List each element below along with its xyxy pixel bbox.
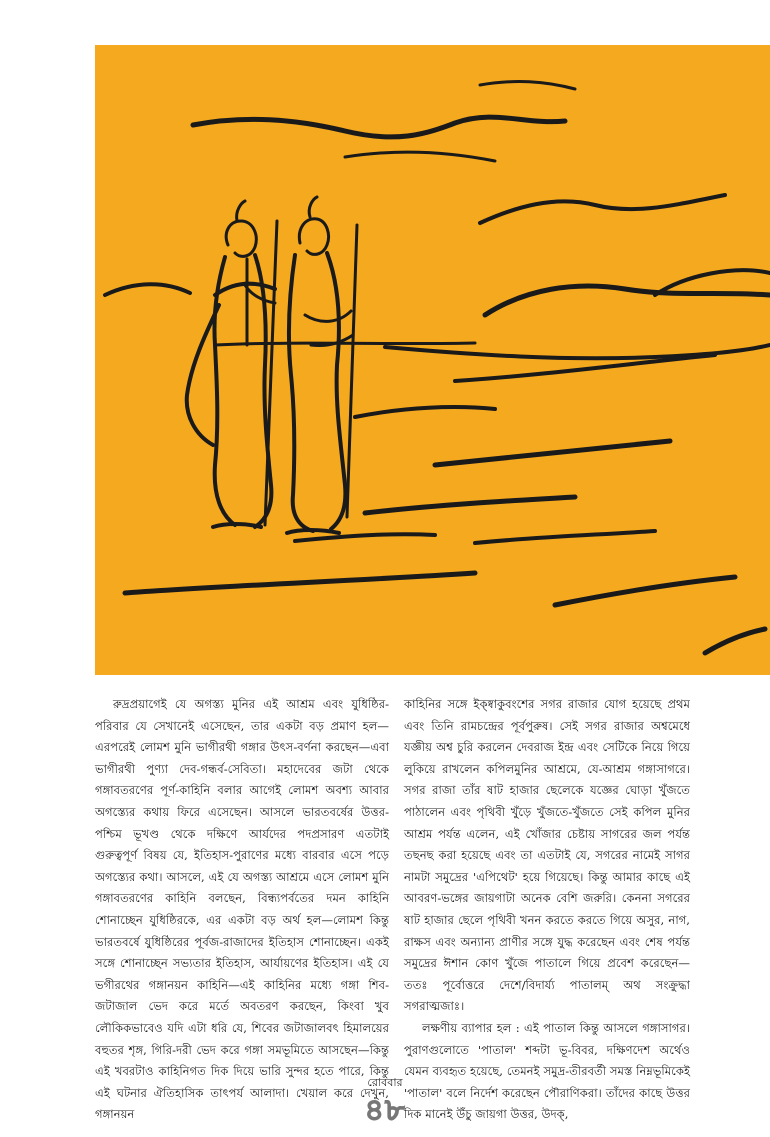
article-left-column	[95, 694, 389, 1126]
article-paragraph: রুদ্রপ্রয়াগেই যে অগস্ত্য মুনির এই আশ্রম এবং যুধিষ্ঠির-পরিবার যে সেখানেই এসেছেন, তার একটা বড় প্রমাণ হল—এরপরেই লোমশ মুনি ভাগীরথী গঙ্গার উৎস-বর্ণনা করছেন—এবা ভাগীরথী পুণ্যা দেব-গন্ধর্ব-সেবিতা। মহাদেবের জটা থেকে গঙ্গাবতরণের পূর্ণ-কাহিনি বলার আগেই লোমশ অবশ্য আবার অগস্ত্যের কথায় ফিরে এসেছেন। আসলে ভারতবর্ষের উত্তর-পশ্চিম ভূখণ্ড থেকে দক্ষিণে আর্যদের পদপ্রসারণ এতটাই গুরুত্বপূর্ণ বিষয় যে, ইতিহাস-পুরাণের মধ্যে বারবার এসে পড়ে অগস্ত্যের কথা। আসলে, এই যে অগস্ত্য আশ্রমে এসে লোমশ মুনি গঙ্গাবতরণের কাহিনি বলছেন, বিন্ধ্যপর্বতের দমন কাহিনি শোনাচ্ছেন যুধিষ্ঠিরকে, এর একটা বড় অর্থ হল—লোমশ কিন্তু ভারতবর্ষে যুধিষ্ঠিরের পূর্বজ-রাজাদের ইতিহাস শোনাচ্ছেন। একই সঙ্গে শোনাচ্ছেন সভ্যতার ইতিহাস, আর্যায়ণের ইতিহাস। এই যে ভগীরথের গঙ্গানয়ন কাহিনি—এই কাহিনির মধ্যে গঙ্গা শিব-জটাজাল ভেদ করে মর্তে অবতরণ করছেন, কিংবা খুব লৌকিকভাবেও যদি এটা ধরি যে, শিবের জটাজালবৎ হিমালয়ের বহুতর শৃঙ্গ, গিরি-দরী ভেদ করে গঙ্গা সমভূমিতে আসছেন—কিন্তু এই খবরটাও কাহিনিগত দিক দিয়ে ভারি সুন্দর হতে পারে, কিন্তু এই ঘটনার ঐতিহাসিক তাৎপর্য আলাদা। খেয়াল করে দেখুন, গঙ্গানয়ন	[95, 697, 389, 1122]
article-paragraph: লক্ষণীয় ব্যাপার হল : এই পাতাল কিন্তু আসলে গঙ্গাসাগর। পুরাণগুলোতে 'পাতাল' শব্দটা ভূ-বিবর, দক্ষিণদেশ অর্থেও যেমন ব্যবহৃত হয়েছে, তেমনই সমুদ্র-তীরবর্তী সমস্ত নিম্নভূমিকেই 'পাতাল' বলে নির্দেশ করেছেন পৌরাণিকরা। তাঁদের কাছে উত্তর দিক মানেই উঁচু জায়গা উত্তর, উদক্‌,	[404, 1020, 690, 1122]
magazine-name: রোববার	[367, 1076, 403, 1089]
article-right-column	[404, 694, 690, 1126]
article-paragraph: কাহিনির সঙ্গে ইক্ষ্বাকুবংশের সগর রাজার যোগ হয়েছে প্রথম এবং তিনি রামচন্দ্রের পূর্বপুরুষ। সেই সগর রাজার অশ্বমেধে যজ্ঞীয় অশ্ব চুরি করলেন দেবরাজ ইন্দ্র এবং সেটিকে নিয়ে গিয়ে লুকিয়ে রাখলেন কপিলমুনির আশ্রমে, যে-আশ্রম গঙ্গাসাগরে। সগর রাজা তাঁর ষাট হাজার ছেলেকে যজ্ঞের ঘোড়া খুঁজতে পাঠালেন এবং পৃথিবী খুঁড়ে খুঁজতে-খুঁজতে সেই কপিল মুনির আশ্রম পর্যন্ত এলেন, এই খোঁজার চেষ্টায় সাগরের জল পর্যন্ত তছনছ করা হয়েছে এবং তা এতটাই যে, সগরের নামেই সাগর নামটা সমুদ্রের 'এপিথেট' হয়ে গিয়েছে। কিন্তু আমার কাছে এই আবরণ-ভঙ্গের জায়গাটা অনেক বেশি জরুরি। কেননা সগরের ষাট হাজার ছেলে পৃথিবী খনন করতে করতে গিয়ে অসুর, নাগ, রাক্ষস এবং অন্যান্য প্রাণীর সঙ্গে যুদ্ধ করেছেন এবং শেষ পর্যন্ত সমুদ্রের ঈশান কোণ খুঁজে পাতালে গিয়ে প্রবেশ করেছেন—ততঃ পূর্বোত্তরে দেশে/বিদার্য্য পাতালম্‌ অথ সংক্রুদ্ধা সগরাত্মজাঃ।	[404, 697, 690, 1014]
two-sages-riverbank-brush-illustration	[95, 45, 770, 675]
illustration-panel	[95, 45, 770, 675]
page-number: ৪৮	[364, 1093, 406, 1128]
